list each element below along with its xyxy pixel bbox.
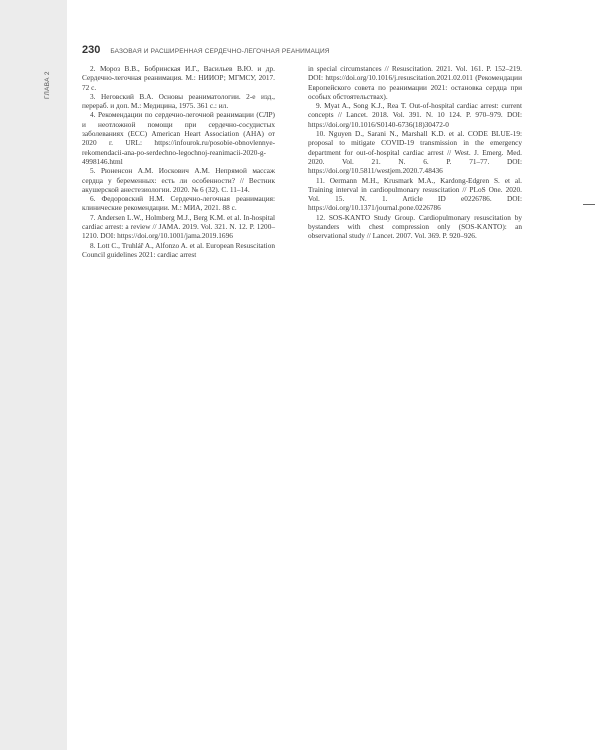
reference-item: 7. Andersen L.W., Holmberg M.J., Berg K.M. et al. In-hospital cardiac arrest: a review // JAMA. 2019. Vol. 321. N. 12. P. 1200–1210. DOI: https://doi.org/10.1001/jama.2019.1696 bbox=[82, 212, 275, 241]
references-left-column bbox=[82, 64, 275, 259]
edge-tick-mark bbox=[583, 204, 595, 205]
reference-item: 4. Рекомендации по сердечно-легочной реанимации (СЛР) и неотложной помощи при сердечно-сосудистых заболеваниях (ECC) American Heart Association (AHA) от 2020 г. URL: https://infourok.ru/posobie-obnovlennye-rekomendacii-ana-po-serdechno-legochnoj-reanimacii-2020-g-4998146.html bbox=[82, 110, 275, 166]
chapter-side-label: ГЛАВА 2 bbox=[44, 71, 51, 99]
reference-item: 5. Рюненсон А.М. Иоскович А.М. Непрямой массаж сердца у беременных: есть ли особенности? // Вестник акушерской анестезиологии. 2020. № 6 (32). С. 11–14. bbox=[82, 166, 275, 194]
reference-item: 9. Myat A., Song K.J., Rea T. Out-of-hospital cardiac arrest: current concepts // Lancet. 2018. Vol. 391. N. 10 124. P. 970–979. DOI: https://doi.org/10.1016/S0140-6736(18)30472-0 bbox=[308, 101, 522, 129]
reference-item: 11. Oermann M.H., Krusmark M.A., Kardong-Edgren S. et al. Training interval in cardiopulmonary resuscitation // PLoS One. 2020. Vol. 15. N. 1. Article ID e0226786. DOI: https://doi.org/10.1371/journal.pone.0226786 bbox=[308, 175, 522, 213]
reference-item: 10. Nguyen D., Sarani N., Marshall K.D. et al. CODE BLUE-19: proposal to mitigate COVID-19 transmission in the emergency department for out-of-hospital cardiac arrest // West. J. Emerg. Med. 2020. Vol. 21. N. 6. P. 71–77. DOI: https://doi.org/10.5811/westjem.2020.7.48436 bbox=[308, 129, 522, 176]
page-number: 230 bbox=[82, 44, 101, 56]
reference-item: 8. Lott C., Truhlář A., Alfonzo A. et al. European Resuscitation Council guidelines 2021: cardiac arrest bbox=[82, 240, 275, 259]
reference-item: 12. SOS-KANTO Study Group. Cardiopulmonary resuscitation by bystanders with chest compression only (SOS-KANTO): an observational study // Lancet. 2007. Vol. 369. P. 920–926. bbox=[308, 212, 522, 241]
margin-strip bbox=[0, 0, 67, 750]
references-right-column bbox=[308, 64, 522, 241]
reference-item: 2. Мороз В.В., Бобринская И.Г., Васильев В.Ю. и др. Сердечно-легочная реанимация. М.: НИИОР; МГМСУ, 2017. 72 с. bbox=[82, 64, 275, 92]
reference-item: 6. Федоровский Н.М. Сердечно-легочная реанимация: клинические рекомендации. М.: МИА, 2021. 88 с. bbox=[82, 194, 275, 213]
page-header bbox=[82, 44, 330, 56]
running-title: БАЗОВАЯ И РАСШИРЕННАЯ СЕРДЕЧНО-ЛЕГОЧНАЯ РЕАНИМАЦИЯ bbox=[110, 48, 330, 55]
reference-item-continued: in special circumstances // Resuscitation. 2021. Vol. 161. P. 152–219. DOI: https://doi.org/10.1016/j.resuscitation.2021.02.011 (Рекомендации Европейского совета по реанимации 2021: остановка сердца при особых обстоятельствах). bbox=[308, 64, 522, 101]
reference-item: 3. Неговский В.А. Основы реаниматологии. 2-е изд., перераб. и доп. М.: Медицина, 1975. 361 с.: ил. bbox=[82, 91, 275, 111]
